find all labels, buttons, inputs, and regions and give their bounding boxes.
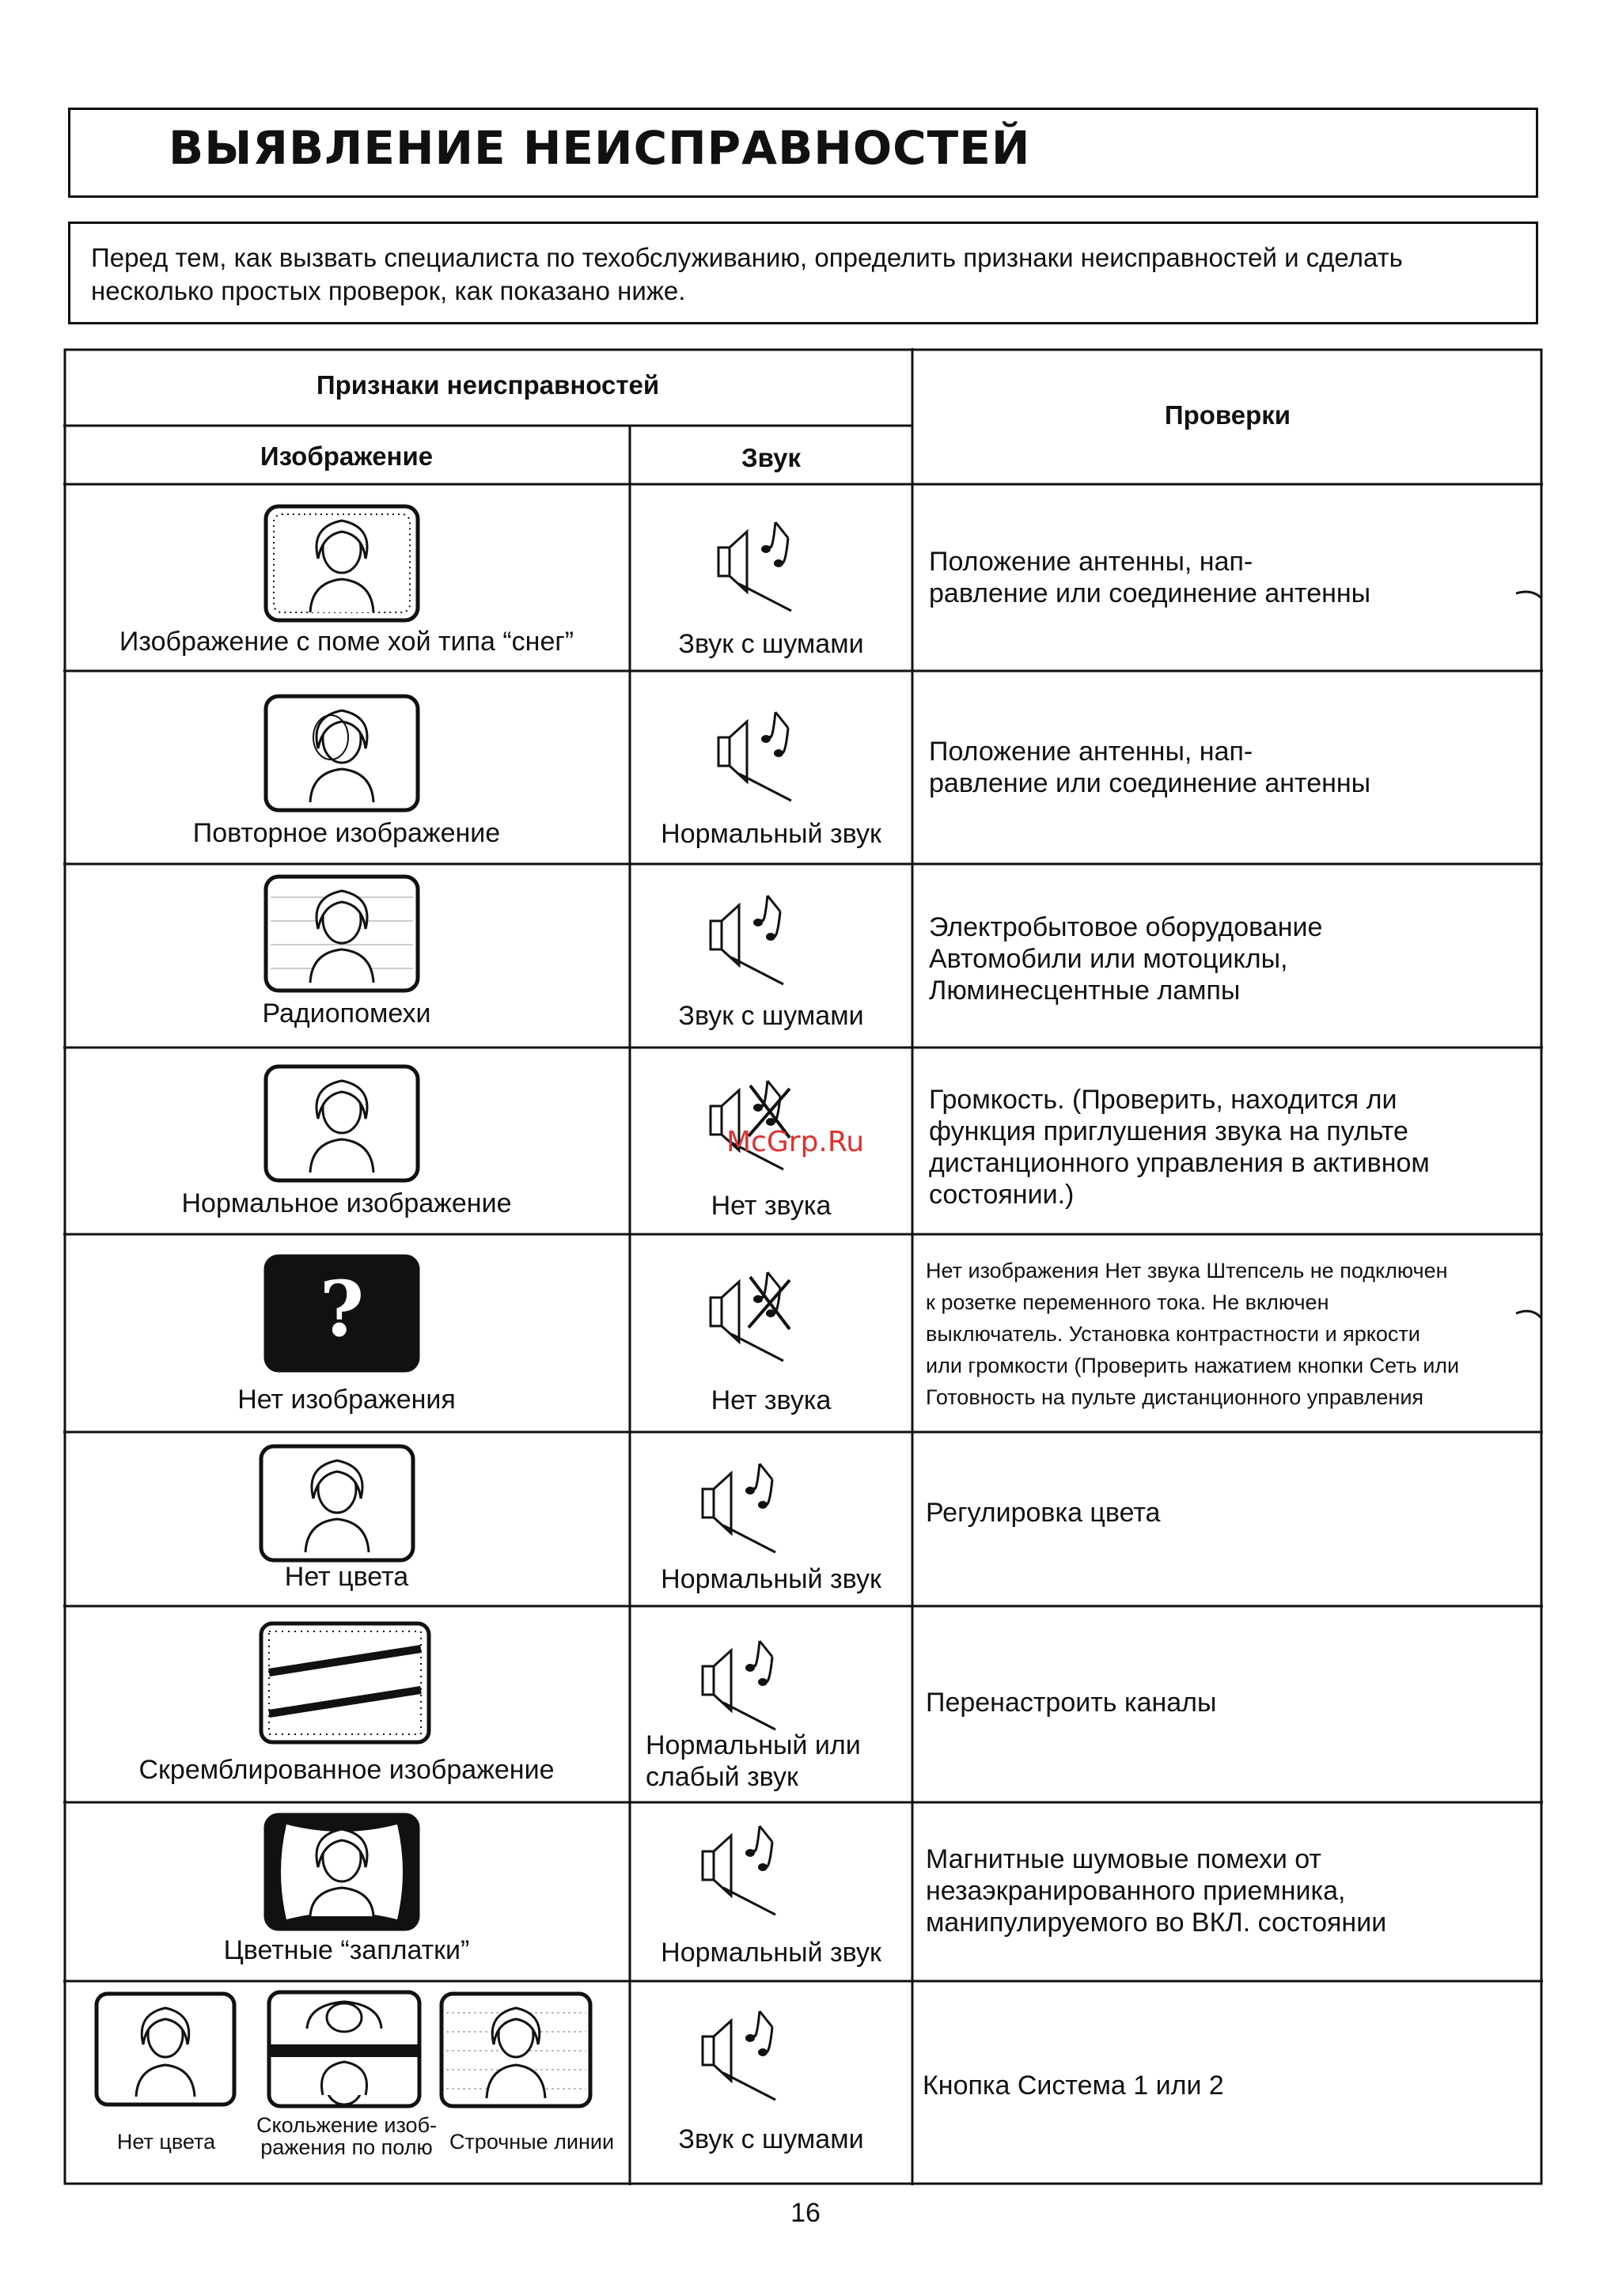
row5-sound: Нет звука xyxy=(711,1385,832,1415)
tv-scrambled-icon xyxy=(258,1620,432,1745)
troubleshooting-table xyxy=(63,348,1543,2185)
header-symptoms: Признаки неисправностей xyxy=(316,370,660,400)
speaker-icon xyxy=(712,506,815,617)
row4-sound: Нет звука xyxy=(711,1191,832,1221)
speaker-icon xyxy=(712,696,815,807)
row9-picture-a-caption: Нет цвета xyxy=(116,2130,216,2154)
page-number: 16 xyxy=(790,2198,821,2228)
tv-color-patches-icon xyxy=(263,1812,421,1932)
row7-check: Перенастроить каналы xyxy=(926,1688,1217,1718)
speaker-icon xyxy=(704,880,807,991)
row1-sound: Звук с шумами xyxy=(678,629,864,659)
row6-check: Регулировка цвета xyxy=(926,1498,1161,1528)
tv-no-color-icon xyxy=(258,1443,416,1563)
watermark: McGrp.Ru xyxy=(726,1126,865,1158)
scan-marks xyxy=(1513,578,1545,1337)
header-picture: Изображение xyxy=(260,441,434,471)
row6-picture-caption: Нет цвета xyxy=(284,1562,409,1592)
tv-interference-icon xyxy=(263,873,421,994)
row7-sound: Нормальный или слабый звук xyxy=(646,1730,861,1792)
header-sound: Звук xyxy=(741,443,801,472)
row4-check: Громкость. (Проверить, находится ли функция приглушения звука на пульте дистанционного управления в активном состоянии.) xyxy=(929,1085,1430,1210)
question-mark-icon: ? xyxy=(319,1264,365,1354)
tv-no-color-small-icon xyxy=(93,1991,237,2108)
intro-text: Перед тем, как вызвать специалиста по техобслуживанию, определить признаки неисправностей и сделать несколько простых проверок, как показано ниже. xyxy=(68,222,1538,324)
speaker-icon xyxy=(696,1448,799,1559)
row9-sound: Звук с шумами xyxy=(678,2124,864,2154)
row2-picture-caption: Повторное изображение xyxy=(192,818,501,848)
row2-check: Положение антенны, нап- равление или соединение антенны xyxy=(929,737,1371,798)
row1-picture-caption: Изображение с поме хой типа “снег” xyxy=(119,627,574,657)
row7-picture-caption: Скремблированное изображение xyxy=(138,1755,555,1785)
tv-line-noise-icon xyxy=(438,1991,593,2109)
row1-check: Положение антенны, нап- равление или соединение антенны xyxy=(929,547,1371,608)
header-checks: Проверки xyxy=(1164,400,1291,430)
row9-picture-b-caption: Скольжение изоб- ражения по полю xyxy=(256,2113,438,2159)
row4-picture-caption: Нормальное изображение xyxy=(181,1188,512,1218)
speaker-icon xyxy=(696,1995,799,2106)
row8-sound: Нормальный звук xyxy=(661,1938,881,1968)
row3-check: Электробытовое оборудование Автомобили или мотоциклы, Люминесцентные лампы xyxy=(929,912,1323,1006)
title-box xyxy=(68,108,1538,198)
tv-normal-icon xyxy=(263,1063,421,1184)
tv-ghost-icon xyxy=(263,693,421,813)
row5-check: Нет изображения Нет звука Штепсель не подключен к розетке переменного тока. Не включен выключатель. Установка контрастности и яркости или громкости (Проверить нажатием кнопки Сеть или Готовность на пульте дистанционного управления xyxy=(926,1259,1460,1409)
row8-picture-caption: Цветные “заплатки” xyxy=(223,1935,470,1965)
row8-check: Магнитные шумовые помехи от незаэкранированного приемника, манипулируемого во ВКЛ. состоянии xyxy=(926,1844,1387,1938)
tv-snow-icon xyxy=(263,503,421,623)
row9-picture-c-caption: Строчные линии xyxy=(449,2130,615,2154)
row3-sound: Звук с шумами xyxy=(678,1001,864,1031)
row2-sound: Нормальный звук xyxy=(661,819,881,849)
speaker-muted-icon xyxy=(704,1065,807,1176)
row5-picture-caption: Нет изображения xyxy=(237,1385,456,1415)
row6-sound: Нормальный звук xyxy=(661,1564,881,1594)
row9-check: Кнопка Система 1 или 2 xyxy=(923,2071,1224,2101)
speaker-muted-icon xyxy=(704,1256,807,1367)
tv-rolling-icon xyxy=(266,1989,423,2109)
row3-picture-caption: Радиопомехи xyxy=(262,998,431,1029)
speaker-icon xyxy=(696,1625,799,1736)
speaker-icon xyxy=(696,1810,799,1921)
page-title: ВЫЯВЛЕНИЕ НЕИСПРАВНОСТЕЙ xyxy=(169,121,1031,175)
